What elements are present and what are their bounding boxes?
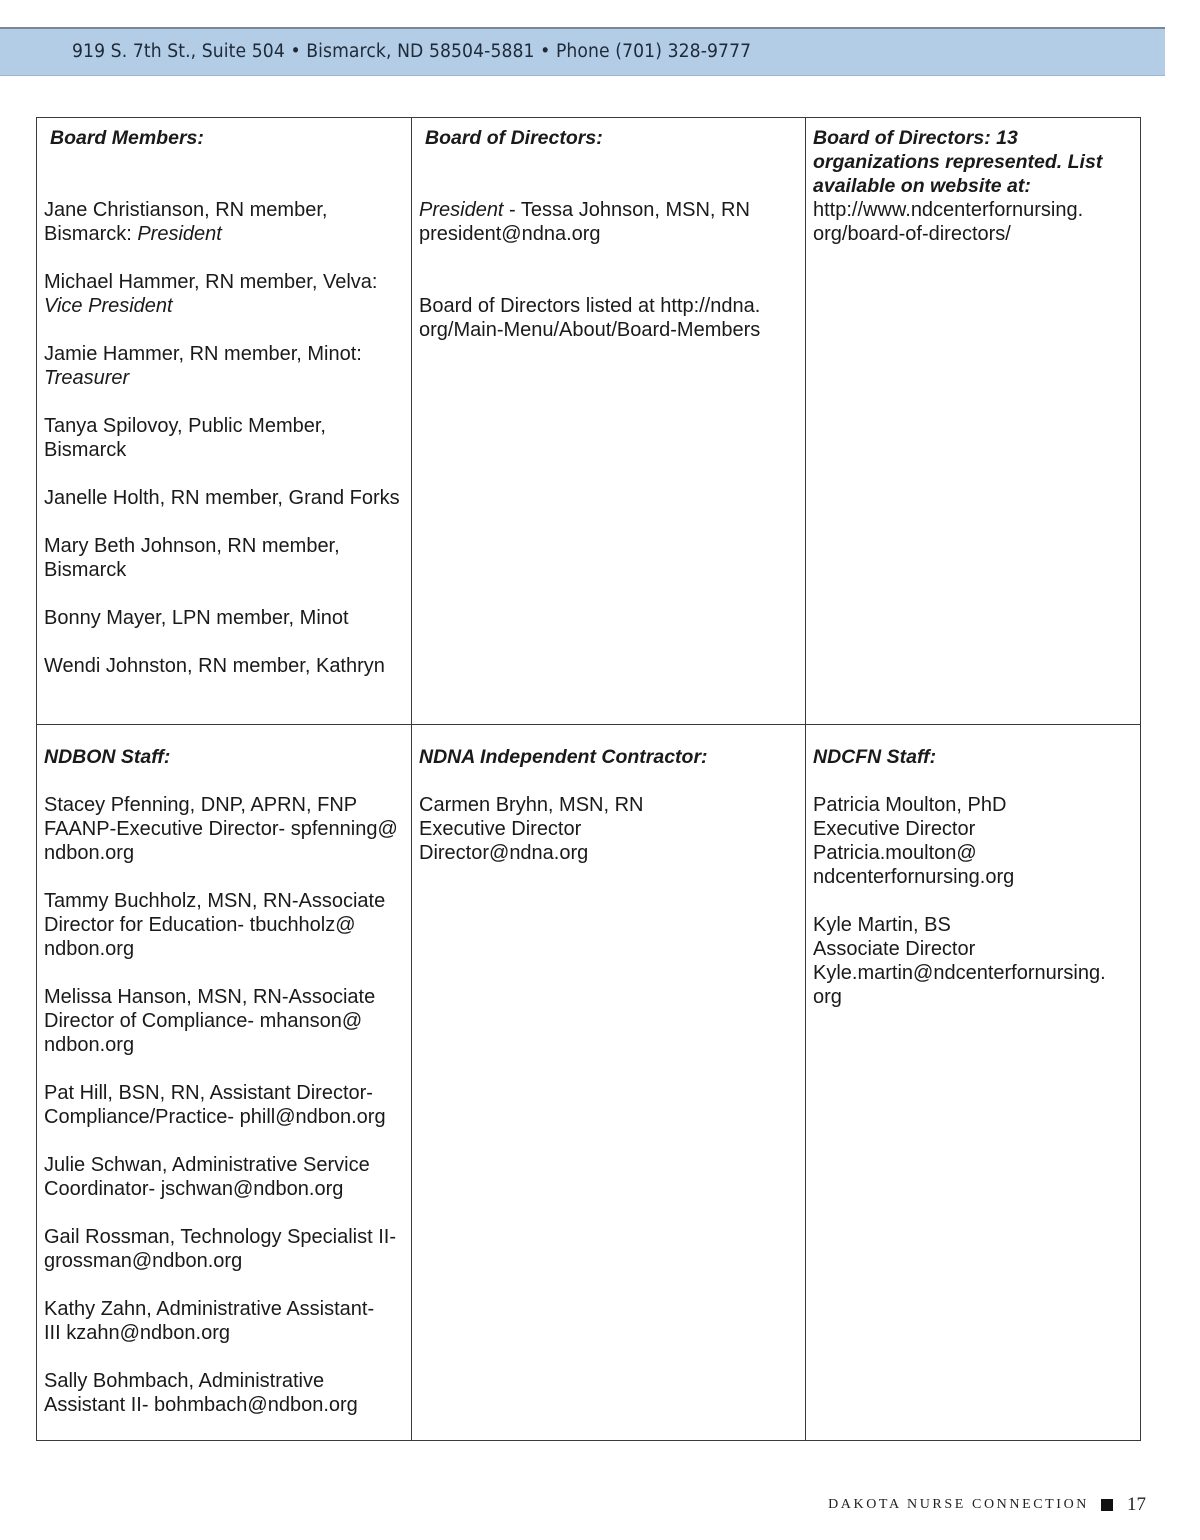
list-item: Kathy Zahn, Administrative Assistant- III kzahn@ndbon.org — [44, 1298, 375, 1344]
board-members-cell — [37, 118, 412, 725]
cell-heading: Board of Directors: 13 organizations represented. List available on website at: — [813, 127, 1103, 197]
list-item: Gail Rossman, Technology Specialist II- grossman@ndbon.org — [44, 1226, 397, 1272]
list-item: Sally Bohmbach, Administrative Assistant II- bohmbach@ndbon.org — [44, 1370, 358, 1416]
list-item: Janelle Holth, RN member, Grand Forks — [44, 487, 400, 509]
list-item: Bonny Mayer, LPN member, Minot — [44, 607, 349, 629]
list-item: Jamie Hammer, RN member, Minot: Treasurer — [44, 343, 362, 389]
ndcfn-board-cell — [806, 118, 1141, 725]
ndna-board-cell — [412, 118, 806, 725]
website-url: http://www.ndcenterfornursing. org/board-of-directors/ — [813, 199, 1084, 245]
cell-heading: NDNA Independent Contractor: — [419, 746, 708, 768]
header-band — [0, 29, 1165, 76]
table-row — [37, 725, 1141, 1441]
list-item: Stacey Pfenning, DNP, APRN, FNP FAANP-Executive Director- spfenning@ ndbon.org — [44, 794, 398, 864]
list-item: Tanya Spilovoy, Public Member, Bismarck — [44, 415, 326, 461]
contacts-table — [36, 117, 1141, 1441]
magazine-name: DAKOTA NURSE CONNECTION — [828, 1497, 1089, 1512]
list-item: Michael Hammer, RN member, Velva: Vice President — [44, 271, 378, 317]
list-item: Mary Beth Johnson, RN member, Bismarck — [44, 535, 340, 581]
page-number: 17 — [1127, 1494, 1146, 1515]
ndna-contractor-cell — [412, 725, 806, 1441]
list-item: Patricia Moulton, PhD Executive Director Patricia.moulton@ ndcenterfornursing.org — [813, 794, 1015, 888]
board-listing: Board of Directors listed at http://ndna. org/Main-Menu/About/Board-Members — [419, 295, 761, 341]
list-item: Carmen Bryhn, MSN, RN Executive Director Director@ndna.org — [419, 794, 644, 864]
list-item: Wendi Johnston, RN member, Kathryn — [44, 655, 385, 677]
list-item: Pat Hill, BSN, RN, Assistant Director- Compliance/Practice- phill@ndbon.org — [44, 1082, 386, 1128]
list-item: Kyle Martin, BS Associate Director Kyle.martin@ndcenterfornursing. org — [813, 914, 1106, 1008]
list-item: Jane Christianson, RN member, Bismarck: President — [44, 199, 328, 245]
cell-heading: Board of Directors: — [425, 127, 603, 149]
square-bullet-icon — [1101, 1499, 1113, 1511]
list-item: Melissa Hanson, MSN, RN-Associate Director of Compliance- mhanson@ ndbon.org — [44, 986, 376, 1056]
contact-info: 919 S. 7th St., Suite 504 • Bismarck, ND 58504-5881 • Phone (701) 328-9777 — [72, 41, 752, 62]
cell-heading: NDCFN Staff: — [813, 746, 937, 768]
table-row — [37, 118, 1141, 725]
list-item: Tammy Buchholz, MSN, RN-Associate Director for Education- tbuchholz@ ndbon.org — [44, 890, 386, 960]
ndbon-staff-cell — [37, 725, 412, 1441]
president-entry: President - Tessa Johnson, MSN, RN president@ndna.org — [419, 199, 750, 245]
cell-heading: NDBON Staff: — [44, 746, 171, 768]
list-item: Julie Schwan, Administrative Service Coordinator- jschwan@ndbon.org — [44, 1154, 370, 1200]
cell-heading: Board Members: — [50, 127, 204, 149]
ndcfn-staff-cell — [806, 725, 1141, 1441]
page-footer — [828, 1494, 1146, 1516]
